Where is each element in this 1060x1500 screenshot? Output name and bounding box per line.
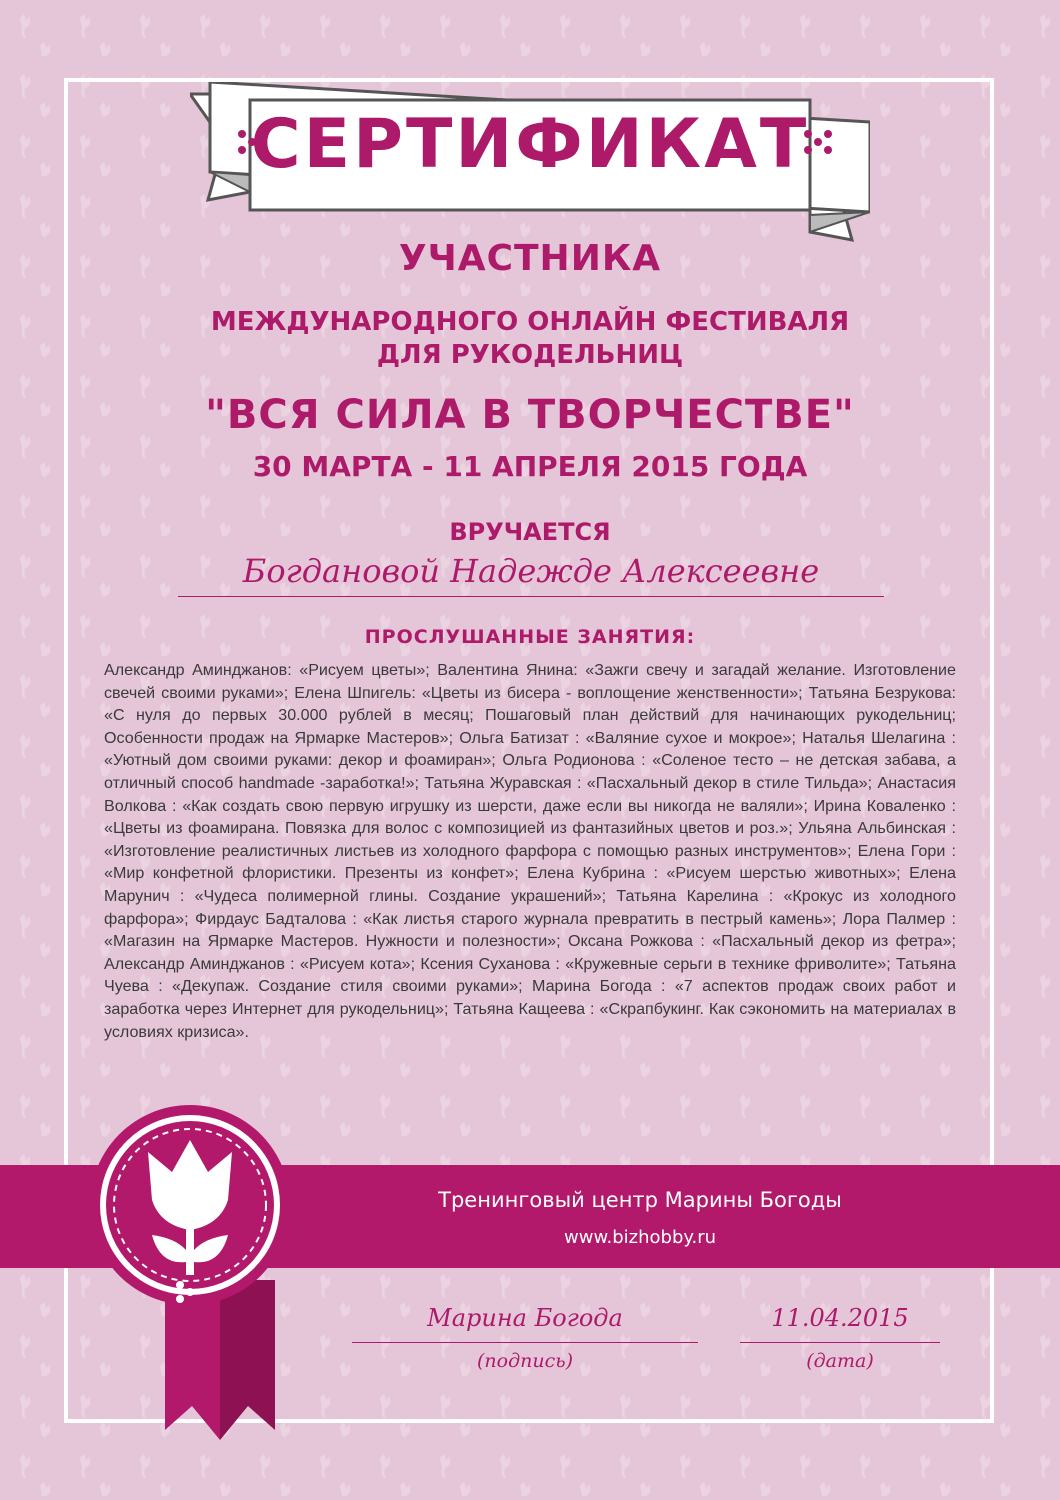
training-center-name: Тренинговый центр Марины Богоды	[438, 1188, 842, 1212]
awarded-label: ВРУЧАЕТСЯ	[449, 518, 611, 546]
festival-line-1: МЕЖДУНАРОДНОГО ОНЛАЙН ФЕСТИВАЛЯ	[210, 307, 850, 337]
date-value: 11.04.2015	[740, 1304, 940, 1343]
festival-line-2: ДЛЯ РУКОДЕЛЬНИЦ	[376, 340, 684, 370]
signature-label: (подпись)	[476, 1350, 573, 1372]
certificate-title: СЕРТИФИКАТ	[250, 104, 810, 184]
date-label: (дата)	[806, 1350, 874, 1372]
tulip-rosette-badge	[70, 1100, 330, 1440]
festival-name: "ВСЯ СИЛА В ТВОРЧЕСТВЕ"	[205, 392, 855, 438]
festival-dates: 30 МАРТА - 11 АПРЕЛЯ 2015 ГОДА	[252, 450, 808, 483]
website-link[interactable]: www.bizhobby.ru	[564, 1227, 716, 1248]
signature-value: Марина Богода	[352, 1304, 698, 1343]
lessons-list: Александр Аминджанов: «Рисуем цветы»; Валентина Янина: «Зажги свечу и загадай желание. Изготовление свечей своими руками»; Елена Шпигель: «Цветы из бисера - воплощение женственности»; Татьяна Безрукова: «С нуля до первых 30.000 рублей в месяц; Пошаговый план действий для начинающих рукодельниц; Особенности продаж на Ярмарке Мастеров»; Ольга Батизат : «Валяние сухое и мокрое»; Наталья Шелагина : «Уютный дом своими руками: декор и фоамиран»; Ольга Родионова : «Соленое тесто – не детская забава, а отличный способ handmade -заработка!»; Татьяна Журавская : «Пасхальный декор в стиле Тильда»; Анастасия Волкова : «Как создать свою первую игрушку из шерсти, даже если вы никогда не валяли»; Ирина Коваленко : «Цветы из фоамирана. Повязка для волос с композицией из фантазийных цветов и роз.»; Ульяна Альбинская : «Изготовление реалистичных листьев из холодного фарфора с помощью разных инструментов»; Елена Гори : «Мир конфетной флористики. Презенты из конфет»; Елена Кубрина : «Рисуем шерстью животных»; Елена Марунич : «Чудеса полимерной глины. Создание украшений»; Татьяна Карелина : «Крокус из холодного фарфора»; Фирдаус Бадталова : «Как листья старого журнала превратить в пестрый камень»; Лора Палмер : «Магазин на Ярмарке Мастеров. Нужности и полезности»; Оксана Рожкова : «Пасхальный декор из фетра»; Александр Аминджанов : «Рисуем кота»; Ксения Суханова : «Кружевные серьги в технике фриволите»; Татьяна Чуева : «Декупаж. Создание стиля своими руками»; Марина Богода : «7 аспектов продаж своих работ и заработка через Интернет для рукодельниц»; Татьяна Кащеева : «Скрапбукинг. Как сэкономить на материалах в условиях кризиса».	[104, 661, 956, 1041]
participant-heading: УЧАСТНИКА	[398, 238, 662, 279]
lessons-heading: ПРОСЛУШАННЫЕ ЗАНЯТИЯ:	[364, 626, 696, 648]
recipient-name: Богдановой Надежде Алексеевне	[178, 552, 884, 597]
